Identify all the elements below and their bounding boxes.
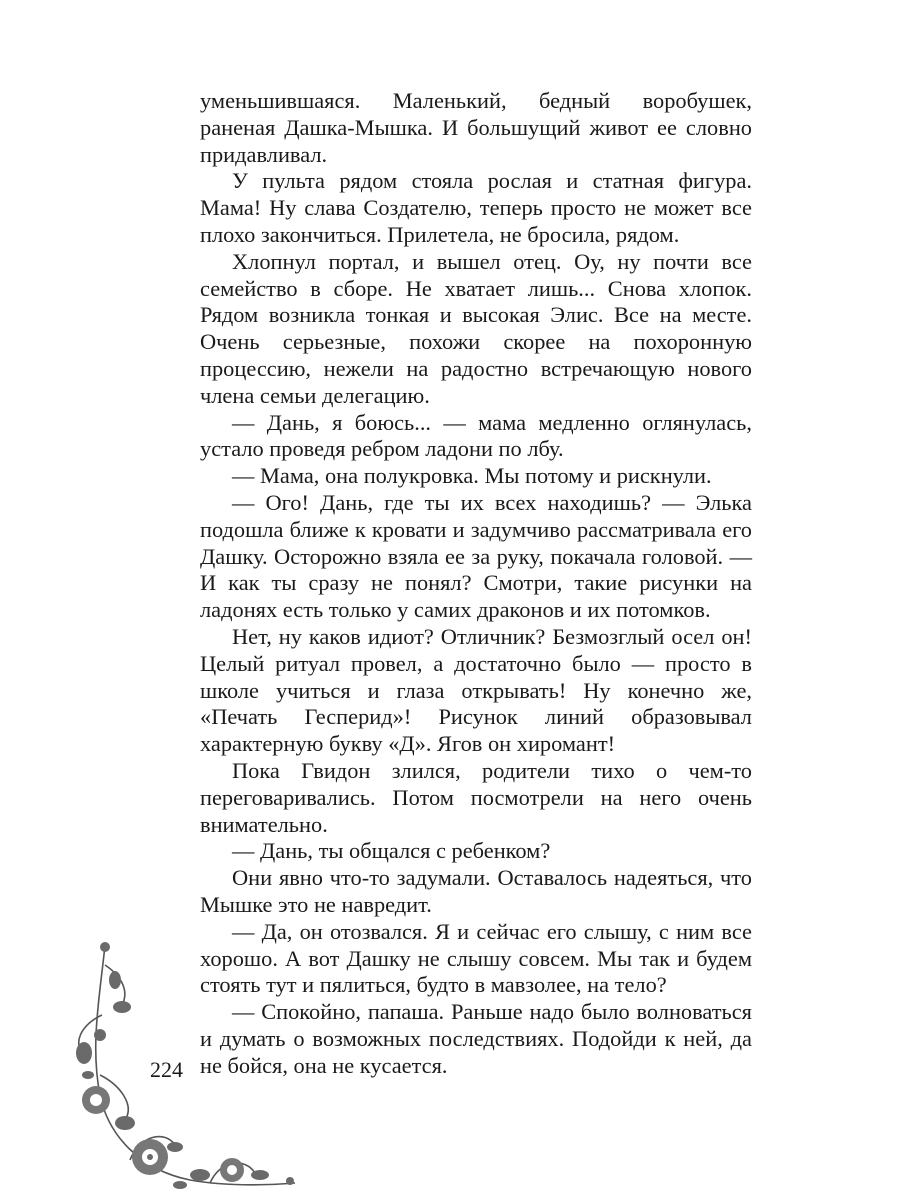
paragraph-5: — Мама, она полукровка. Мы потому и рискнули.: [232, 463, 712, 489]
paragraph-6: — Ого! Дань, где ты их всех находишь? — Элька подошла ближе к кровати и задумчиво рассматривала его Дашку. Осторожно взяла ее за руку, покачала головой. — И как ты сразу не понял? Смотри, такие рисунки на ладонях есть только у самих драконов и их потомков.: [200, 489, 752, 623]
body-text: [200, 88, 752, 1079]
paragraph-9: — Дань, ты общался с ребенком?: [232, 838, 551, 864]
paragraph-8: Пока Гвидон злился, родители тихо о чем-то переговаривались. Потом посмотрели на него очень внимательно.: [200, 757, 752, 837]
paragraph-12: — Спокойно, папаша. Раньше надо было волноваться и думать о возможных последствиях. Подойди к ней, да не бойся, она не кусается.: [200, 999, 752, 1078]
paragraph-11: — Да, он отозвался. Я и сейчас его слышу, с ним все хорошо. А вот Дашку не слышу совсем. Мы так и будем стоять тут и пялиться, будто в мавзолее, на тело?: [200, 918, 752, 998]
paragraph-10: Они явно что-то задумали. Оставалось надеяться, что Мышке это не навредит.: [200, 865, 752, 917]
paragraph-7: Нет, ну каков идиот? Отличник? Безмозглый осел он! Целый ритуал провел, а достаточно было — просто в школе учиться и глаза открывать! Ну конечно же, «Печать Гесперид»! Рисунок линий образовывал характерную букву «Д». Ягов он хиромант!: [200, 623, 752, 757]
paragraph-3: Хлопнул портал, и вышел отец. Оу, ну почти все семейство в сборе. Не хватает лишь... Снова хлопок. Рядом возникла тонкая и высокая Элис. Все на месте. Очень серьезные, похожи скорее на похоронную процессию, нежели на радостно встречающую нового члена семьи делегацию.: [200, 248, 752, 408]
paragraph-4: — Дань, я боюсь... — мама медленно оглянулась, устало проведя ребром ладони по лбу.: [200, 409, 752, 462]
paragraph-2: У пульта рядом стояла рослая и статная фигура. Мама! Ну слава Создателю, теперь просто не может все плохо закончиться. Прилетела, не бросила, рядом.: [200, 168, 752, 247]
paragraph-1: уменьшившаяся. Маленький, бедный воробушек, раненая Дашка-Мышка. И большущий живот ее словно придавливал.: [200, 88, 752, 167]
floral-corner-ornament: [60, 935, 300, 1195]
page-number: 224: [150, 1057, 183, 1082]
